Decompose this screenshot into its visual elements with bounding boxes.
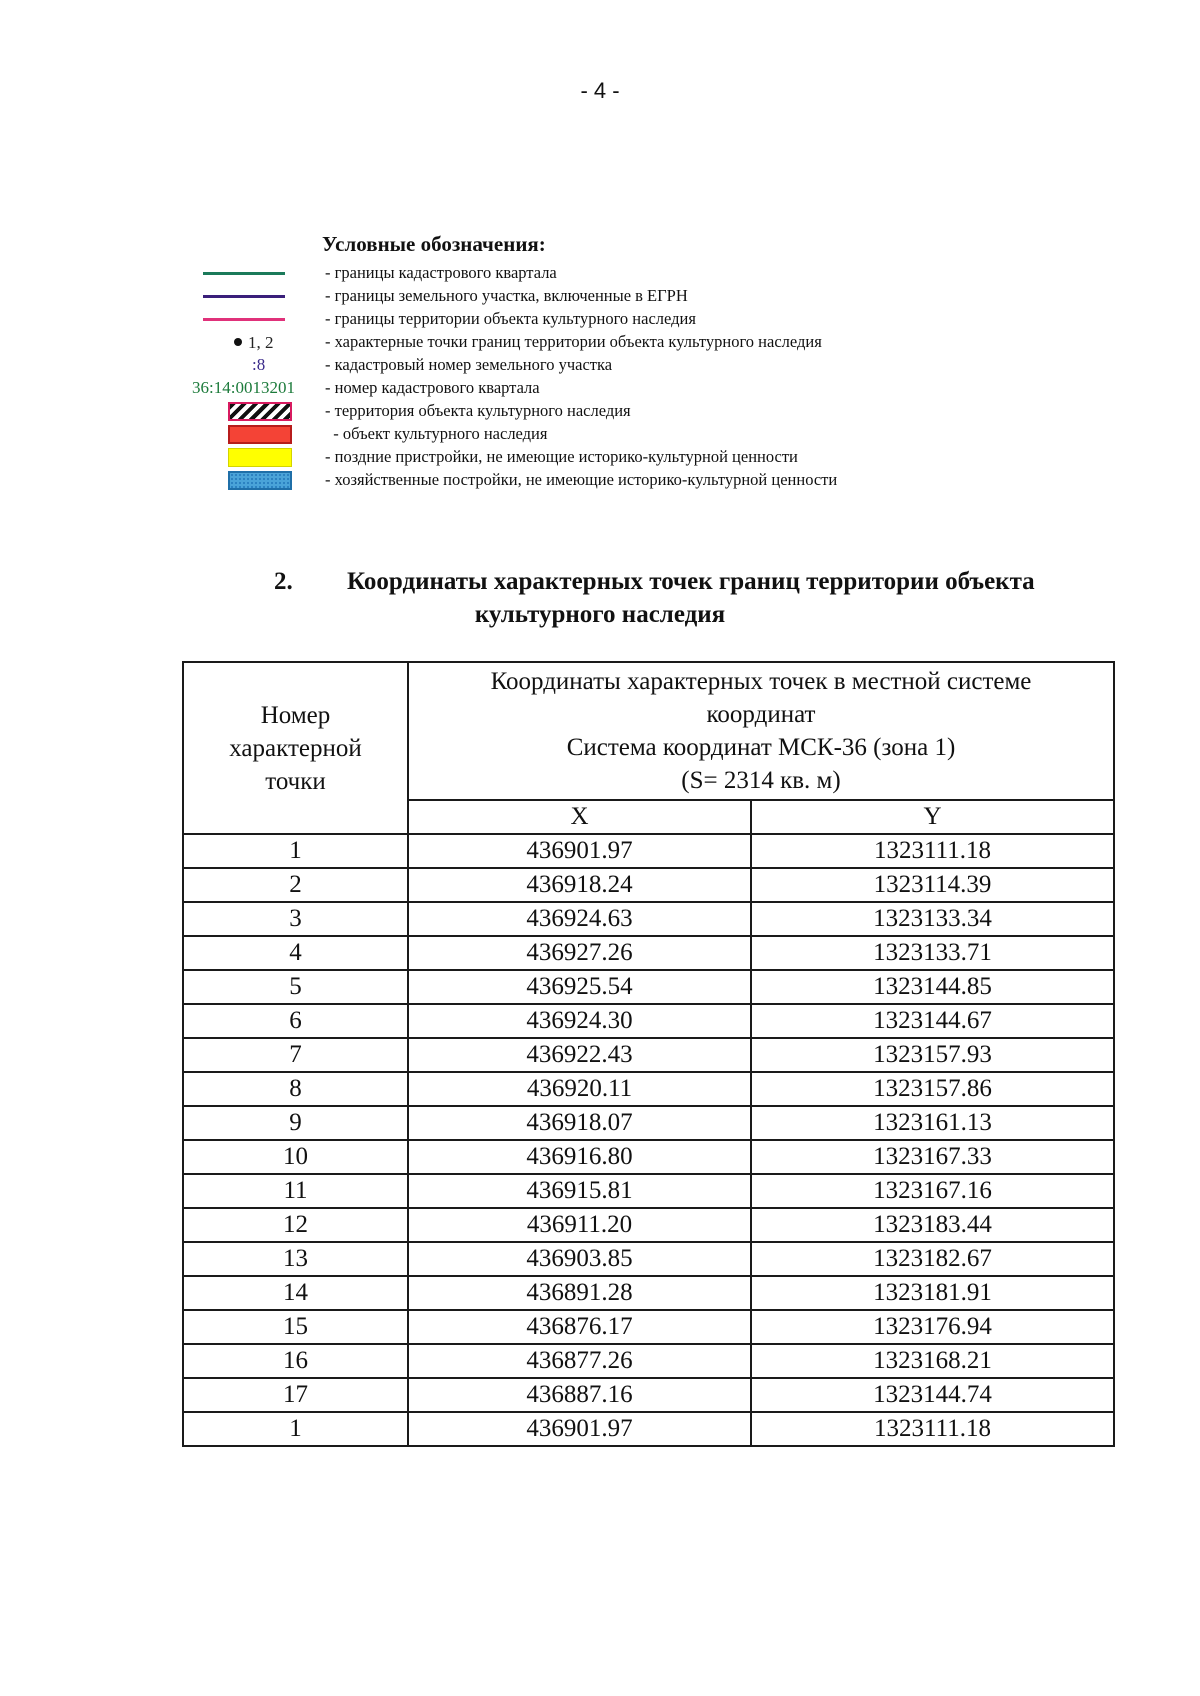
- x-coordinate-cell: 436911.20: [408, 1208, 751, 1242]
- point-number-cell: 1: [183, 834, 408, 868]
- table-row: [183, 1208, 1114, 1242]
- point-number-cell: 1: [183, 1412, 408, 1446]
- quarter-number-symbol: 36:14:0013201: [192, 378, 295, 397]
- y-coordinate-cell: 1323157.86: [751, 1072, 1114, 1106]
- y-coordinate-cell: 1323176.94: [751, 1310, 1114, 1344]
- table-row: [183, 1276, 1114, 1310]
- point-number-cell: 11: [183, 1174, 408, 1208]
- x-coordinate-cell: 436922.43: [408, 1038, 751, 1072]
- y-coordinate-cell: 1323183.44: [751, 1208, 1114, 1242]
- table-row: [183, 1310, 1114, 1344]
- point-number-cell: 14: [183, 1276, 408, 1310]
- legend-item-parcel-boundary: [180, 285, 1080, 307]
- legend-item-outbuildings: [180, 469, 1080, 491]
- point-number-cell: 7: [183, 1038, 408, 1072]
- green-line-symbol: [203, 272, 285, 275]
- point-number-cell: 10: [183, 1140, 408, 1174]
- legend-item-label: - характерные точки границ территории объекта культурного наследия: [325, 332, 822, 351]
- point-number-cell: 5: [183, 970, 408, 1004]
- legend-item-quarter-number: [180, 377, 1080, 399]
- x-coordinate-cell: 436924.30: [408, 1004, 751, 1038]
- x-coordinate-cell: 436891.28: [408, 1276, 751, 1310]
- hatch-swatch-icon: [228, 402, 292, 421]
- yellow-swatch-icon: [228, 448, 292, 467]
- point-number-cell: 8: [183, 1072, 408, 1106]
- x-coordinate-cell: 436903.85: [408, 1242, 751, 1276]
- legend-item-points: [180, 331, 1080, 353]
- y-coordinate-cell: 1323168.21: [751, 1344, 1114, 1378]
- x-column-header: X: [408, 800, 751, 834]
- table-row: [183, 1344, 1114, 1378]
- point-number-cell: 12: [183, 1208, 408, 1242]
- point-number-cell: 9: [183, 1106, 408, 1140]
- x-coordinate-cell: 436918.24: [408, 868, 751, 902]
- legend-item-label: - поздние пристройки, не имеющие историко-культурной ценности: [325, 447, 798, 466]
- point-number-cell: 17: [183, 1378, 408, 1412]
- legend-item-late-extensions: [180, 446, 1080, 468]
- y-coordinate-cell: 1323133.34: [751, 902, 1114, 936]
- point-number-cell: 4: [183, 936, 408, 970]
- x-coordinate-cell: 436887.16: [408, 1378, 751, 1412]
- y-column-header: Y: [751, 800, 1114, 834]
- y-coordinate-cell: 1323133.71: [751, 936, 1114, 970]
- legend-title: Условные обозначения:: [322, 232, 546, 256]
- dot-icon: [234, 338, 242, 346]
- coordinates-table: [182, 661, 1115, 1447]
- legend-item-heritage-object: [180, 423, 1080, 445]
- table-row: [183, 1412, 1114, 1446]
- x-coordinate-cell: 436877.26: [408, 1344, 751, 1378]
- table-row: [183, 1106, 1114, 1140]
- coordinates-header: Координаты характерных точек в местной системе координат Система координат МСК-36 (зона 1) (S= 2314 кв. м): [408, 662, 1114, 800]
- legend-item-label: - кадастровый номер земельного участка: [325, 355, 613, 374]
- x-coordinate-cell: 436927.26: [408, 936, 751, 970]
- y-coordinate-cell: 1323167.33: [751, 1140, 1114, 1174]
- table-row: [183, 1140, 1114, 1174]
- y-coordinate-cell: 1323114.39: [751, 868, 1114, 902]
- x-coordinate-cell: 436920.11: [408, 1072, 751, 1106]
- y-coordinate-cell: 1323111.18: [751, 834, 1114, 868]
- table-row: [183, 1004, 1114, 1038]
- table-row: [183, 936, 1114, 970]
- section-title-line1: Координаты характерных точек границ территории объекта: [347, 568, 1035, 595]
- y-coordinate-cell: 1323144.67: [751, 1004, 1114, 1038]
- x-coordinate-cell: 436901.97: [408, 1412, 751, 1446]
- table-row: [183, 1038, 1114, 1072]
- section-number: 2.: [274, 568, 293, 595]
- legend-item-label: - границы кадастрового квартала: [325, 263, 557, 282]
- legend-item-quarter-boundary: [180, 262, 1080, 284]
- parcel-number-symbol: :8: [252, 355, 266, 374]
- legend-item-parcel-number: [180, 354, 1080, 376]
- coordinates-table-body: [183, 834, 1114, 1446]
- point-number-cell: 16: [183, 1344, 408, 1378]
- red-swatch-icon: [228, 425, 292, 444]
- legend-item-heritage-territory: [180, 400, 1080, 422]
- x-coordinate-cell: 436916.80: [408, 1140, 751, 1174]
- point-number-cell: 2: [183, 868, 408, 902]
- table-row: [183, 1072, 1114, 1106]
- x-coordinate-cell: 436876.17: [408, 1310, 751, 1344]
- table-row: [183, 1174, 1114, 1208]
- y-coordinate-cell: 1323182.67: [751, 1242, 1114, 1276]
- point-number-header: Номер характерной точки: [183, 662, 408, 834]
- legend-item-label: - границы земельного участка, включенные в ЕГРН: [325, 286, 688, 305]
- x-coordinate-cell: 436925.54: [408, 970, 751, 1004]
- legend-item-label: - границы территории объекта культурного наследия: [325, 309, 696, 328]
- legend-item-heritage-boundary: [180, 308, 1080, 330]
- x-coordinate-cell: 436915.81: [408, 1174, 751, 1208]
- table-row: [183, 868, 1114, 902]
- y-coordinate-cell: 1323111.18: [751, 1412, 1114, 1446]
- table-row: [183, 1242, 1114, 1276]
- point-number-cell: 15: [183, 1310, 408, 1344]
- point-number-cell: 13: [183, 1242, 408, 1276]
- y-coordinate-cell: 1323181.91: [751, 1276, 1114, 1310]
- legend-item-label: - хозяйственные постройки, не имеющие историко-культурной ценности: [325, 470, 838, 489]
- y-coordinate-cell: 1323144.74: [751, 1378, 1114, 1412]
- point-symbol: 1, 2: [234, 333, 274, 353]
- y-coordinate-cell: 1323167.16: [751, 1174, 1114, 1208]
- blue-dotted-swatch-icon: [228, 471, 292, 490]
- x-coordinate-cell: 436918.07: [408, 1106, 751, 1140]
- x-coordinate-cell: 436901.97: [408, 834, 751, 868]
- purple-line-symbol: [203, 295, 285, 298]
- y-coordinate-cell: 1323157.93: [751, 1038, 1114, 1072]
- table-row: [183, 970, 1114, 1004]
- table-row: [183, 902, 1114, 936]
- legend-item-label: - номер кадастрового квартала: [325, 378, 540, 397]
- section-title-line2: культурного наследия: [474, 601, 726, 628]
- point-number-cell: 6: [183, 1004, 408, 1038]
- pink-line-symbol: [203, 318, 285, 321]
- legend-item-label: - объект культурного наследия: [325, 424, 548, 443]
- table-row: [183, 1378, 1114, 1412]
- y-coordinate-cell: 1323161.13: [751, 1106, 1114, 1140]
- point-number-cell: 3: [183, 902, 408, 936]
- y-coordinate-cell: 1323144.85: [751, 970, 1114, 1004]
- legend-item-label: - территория объекта культурного наследия: [325, 401, 631, 420]
- x-coordinate-cell: 436924.63: [408, 902, 751, 936]
- table-row: [183, 834, 1114, 868]
- page-number: - 4 -: [580, 78, 620, 103]
